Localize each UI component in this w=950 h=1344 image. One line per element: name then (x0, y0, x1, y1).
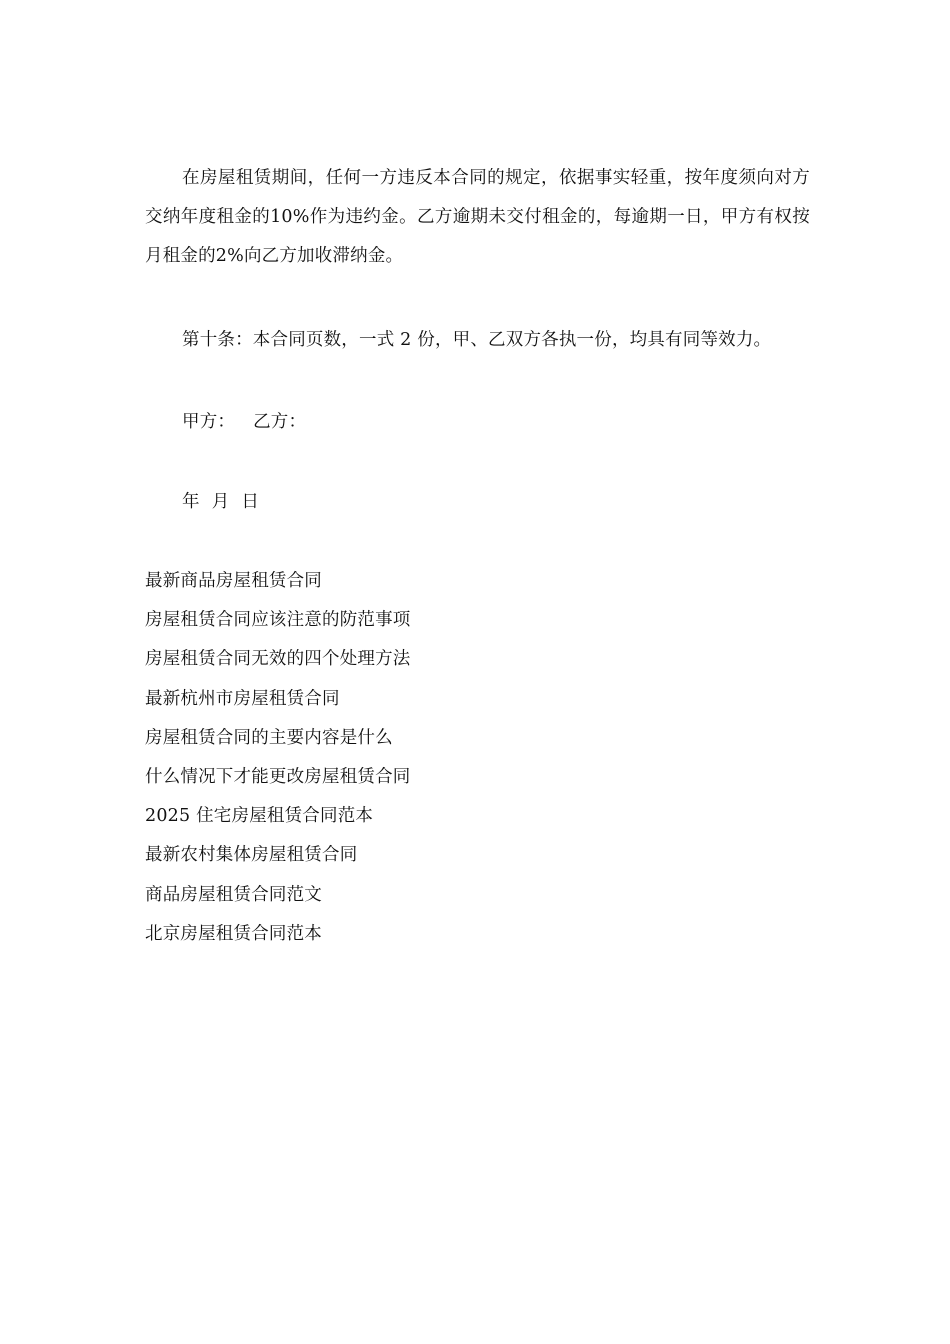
related-link[interactable]: 房屋租赁合同无效的四个处理方法 (145, 649, 411, 670)
party-b-label: 乙方： (253, 412, 307, 432)
date-month-label: 月 (211, 492, 230, 512)
related-link[interactable]: 房屋租赁合同的主要内容是什么 (145, 727, 393, 748)
related-link[interactable]: 最新杭州市房屋租赁合同 (145, 688, 340, 709)
penalty-clause-paragraph: 在房屋租赁期间，任何一方违反本合同的规定，依据事实轻重，按年度须向对方交纳年度租金的10%作为违约金。乙方逾期未交付租金的，每逾期一日，甲方有权按月租金的2%向乙方加收滞纳金。 (145, 168, 810, 266)
signature-line (145, 403, 810, 442)
related-links-list (145, 562, 745, 954)
date-day-label: 日 (241, 492, 260, 512)
related-link[interactable]: 什么情况下才能更改房屋租赁合同 (145, 766, 411, 787)
related-link[interactable]: 最新农村集体房屋租赁合同 (145, 845, 358, 866)
related-link[interactable]: 北京房屋租赁合同范本 (145, 923, 322, 944)
related-link[interactable]: 房屋租赁合同应该注意的防范事项 (145, 610, 411, 631)
related-link[interactable]: 商品房屋租赁合同范文 (145, 884, 322, 905)
related-link[interactable]: 最新商品房屋租赁合同 (145, 571, 322, 591)
related-link[interactable]: 2025 住宅房屋租赁合同范本 (145, 806, 374, 827)
party-a-label: 甲方： (182, 412, 236, 432)
article-ten-paragraph: 第十条：本合同页数，一式 2 份，甲、乙双方各执一份，均具有同等效力。 (182, 330, 772, 350)
date-line (145, 483, 810, 522)
date-year-label: 年 (182, 492, 200, 512)
